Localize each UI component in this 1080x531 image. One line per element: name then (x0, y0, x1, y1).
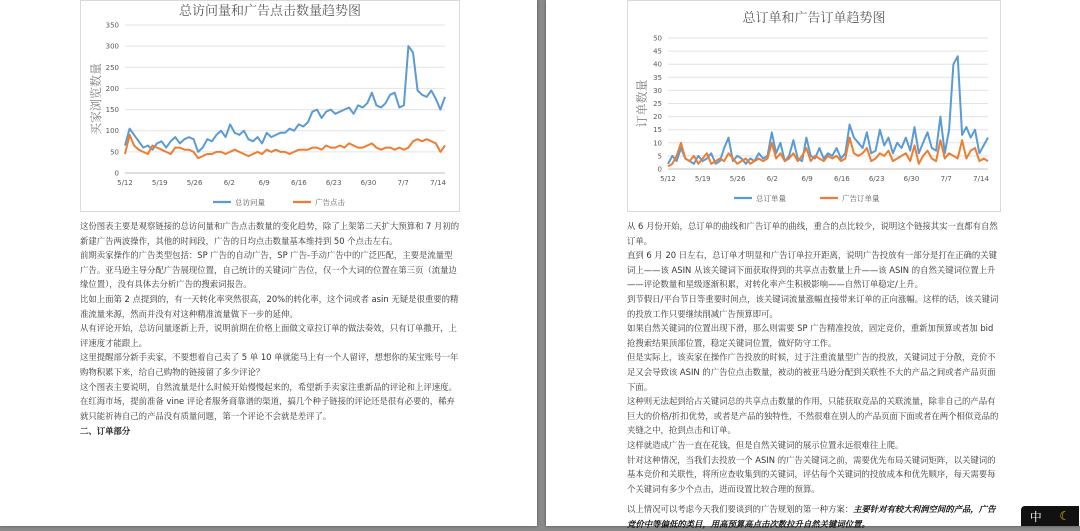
series-line-total (668, 56, 988, 164)
ime-status-badge[interactable] (1021, 506, 1079, 526)
series-line-ads (668, 138, 988, 167)
right-paragraph-2: 直到 6 月 20 日左右，总订单才明显和广告订单拉开距离，说明广告投放有一部分是打在正确的关键词上——该 ASIN 从该关键词下面获取得到的共享点击数量上升——该 ASIN 的自然关键词位置上升——评论数量和星级逐渐积累，对转化率产生积极影响——自然订单稳定/上升。 (627, 250, 998, 290)
right-body-text (627, 219, 999, 531)
y-tick-label: 250 (105, 63, 119, 72)
y-tick-label: 300 (105, 42, 119, 51)
section-heading-orders: 二、订单部分 (80, 426, 131, 437)
y-tick-label: 0 (657, 165, 662, 174)
y-tick-label: 30 (653, 86, 662, 95)
right-paragraph-1: 从 6 月份开始，总订单的曲线和广告订单的曲线，重合的点比较少，说明这个链接其实一直都有自然订单。 (627, 221, 998, 246)
right-paragraph-7: 这样就造成广告一直在花钱，但是自然关键词的展示位置永远很难往上爬。 (627, 439, 904, 450)
plan-intro-text: 以上情况可以考虑今天我们要谈到的广告规划的第一种方案： (627, 504, 854, 515)
x-tick-label: 6/16 (291, 179, 307, 187)
x-tick-label: 7/7 (397, 179, 409, 187)
left-paragraph-2: 前期卖家操作的广告类型包括：SP 广告的自动广告，SP 广告-手动广告中的广泛匹配，主要是流量型广告。亚马逊主导分配广告展现位置，自己统计的关键词广告位，仅一个大词的位置在第三页（流量边缘位置），没有具体去分析广告的搜索词报告。 (80, 250, 457, 290)
x-tick-label: 7/14 (430, 179, 446, 187)
legend-label-total: 总访问量 (235, 198, 265, 207)
x-tick-label: 5/12 (117, 179, 133, 187)
series-line-total (125, 46, 445, 152)
x-tick-label: 6/9 (801, 175, 813, 183)
y-tick-label: 50 (653, 34, 662, 43)
x-tick-label: 7/14 (973, 175, 989, 183)
visits-clicks-chart (80, 0, 460, 212)
left-body-text (80, 219, 460, 439)
right-paragraph-9 (627, 502, 999, 531)
ime-language-label[interactable]: 中 (1029, 509, 1042, 524)
moon-icon: ☾ (1059, 509, 1071, 523)
y-tick-label: 10 (653, 139, 662, 148)
right-paragraph-4: 如果自然关键词的位置出现下滑，那么则需要 SP 广告精准投放，固定竞价，重新加预算或者加 bid 抢搜索结果顶部位置，稳定关键词位置，做好防守工作。 (627, 323, 994, 348)
x-tick-label: 5/26 (729, 175, 746, 183)
left-paragraph-3: 比如上面第 2 点提到的，有一天转化率突然很高，20%的转化率，这个词或者 asin 无疑是很重要的精准流量来源，然而并没有对这种精准流量做下一步的延伸。 (80, 293, 459, 319)
left-paragraph-6: 这个图表主要说明，自然流量是什么时候开始慢慢起来的，希望新手卖家注重新品的评论和上评速度。 (80, 381, 457, 392)
y-tick-label: 5 (657, 152, 662, 161)
y-tick-label: 350 (105, 21, 119, 30)
x-tick-label: 6/16 (834, 175, 850, 183)
x-tick-label: 5/19 (694, 175, 711, 183)
x-tick-label: 7/7 (940, 175, 952, 183)
orders-chart (627, 0, 1001, 212)
y-tick-label: 200 (105, 84, 119, 93)
x-tick-label: 5/12 (660, 175, 676, 183)
y-tick-label: 50 (110, 148, 119, 157)
legend-label-ads: 广告点击 (315, 198, 345, 207)
x-tick-label: 6/23 (325, 179, 342, 187)
y-axis-label: 买家浏览数量 (89, 62, 103, 136)
chart-title: 总访问量和广告点击数量趋势图 (178, 4, 362, 19)
legend-label-total: 总订单量 (756, 194, 786, 203)
y-tick-label: 0 (114, 169, 119, 178)
right-paragraph-6: 这种则无法起到给占关键词总的共享点击数量的作用，只能获取竞品的关联流量，除非自己的产品有巨大的价格/折扣优势，或者是产品的独特性，不然很难在别人的产品页面下面或者在两个相似竞品的夹缝之中，抢到点击和订单。 (627, 396, 999, 436)
legend-label-ads: 广告订单量 (842, 194, 880, 203)
y-tick-label: 40 (653, 60, 662, 69)
y-axis-label: 订单数量 (635, 79, 649, 128)
y-tick-label: 150 (105, 106, 119, 115)
x-tick-label: 6/23 (868, 175, 885, 183)
left-document-page (0, 0, 537, 526)
x-tick-label: 6/30 (360, 179, 377, 187)
right-paragraph-3: 到节假日/平台节日等重要时间点，该关键词流量涨幅直接带来订单的正向涨幅。这样的话，该关键词的投放工作只要继续削减广告预算即可。 (627, 293, 999, 319)
x-tick-label: 6/9 (258, 179, 270, 187)
x-tick-label: 6/2 (766, 175, 778, 183)
y-tick-label: 100 (105, 127, 119, 136)
right-paragraph-8: 针对这种情况，当我们去投放一个 ASIN 的广告关键词之前，需要优先布局关键词矩阵，以关键词的基本竞价和关联性，将所应查收集到的关键词，评估每个关键词的投放成本和优先顺序，每天需要每个关键词有多少个点击，进而设置比较合理的预算。 (627, 454, 996, 494)
x-tick-label: 6/30 (903, 175, 920, 183)
x-tick-label: 5/19 (151, 179, 168, 187)
x-tick-label: 6/2 (223, 179, 235, 187)
y-tick-label: 20 (653, 113, 662, 122)
left-paragraph-5: 这里提醒部分新手卖家，不要想着自己卖了 5 单 10 单就能马上有一个人留评，想想你的某宝账号一年购物积累下来，给自己购物的链接留了多少评论？ (80, 352, 459, 377)
visits-clicks-chart-svg (81, 1, 459, 211)
right-paragraph-5: 但是实际上，该卖家在操作广告投放的时候，过于注重流量型广告的投放，关键词过于分散，竞价不足又会导致该 ASIN 的广告位点击数量，被动的被亚马逊分配到关联性不大的产品之间或者产品页面下面。 (627, 352, 996, 392)
chart-title: 总订单和广告订单趋势图 (742, 11, 886, 26)
y-tick-label: 45 (653, 47, 662, 56)
left-paragraph-1: 这份图表主要是观察链接的总访问量和广告点击数量的变化趋势，除了上架第二天扩大预算和 7 月初的新建广告两波操作，其他的时间段，广告的日均点击数量基本维持到 50 个点击左右。 (80, 221, 460, 246)
y-tick-label: 15 (653, 126, 662, 135)
left-paragraph-4: 从有评论开始，总访问量逐新上升，说明前期在价格上面做文章拉订单的做法奏效，只有订单撒开，上评速度才能跟上。 (80, 323, 457, 348)
orders-chart-svg (628, 1, 1000, 211)
left-paragraph-7: 在红海市场，提前准备 vine 评论者服务商靠谱的渠道，搞几个种子链接的评论还是很有必要的，稀弃就只能祈祷自己的产品没有质量问题，第一个评论不会就是差评了。 (80, 396, 455, 421)
y-tick-label: 25 (653, 100, 662, 108)
x-tick-label: 5/26 (186, 179, 203, 187)
y-tick-label: 35 (653, 73, 662, 82)
plan-emphasis-text: 主要针对有较大利润空间的产品，广告竞价中等偏低的类目，用高预算高点击次数拉升自然关键词位置。 (627, 504, 996, 529)
